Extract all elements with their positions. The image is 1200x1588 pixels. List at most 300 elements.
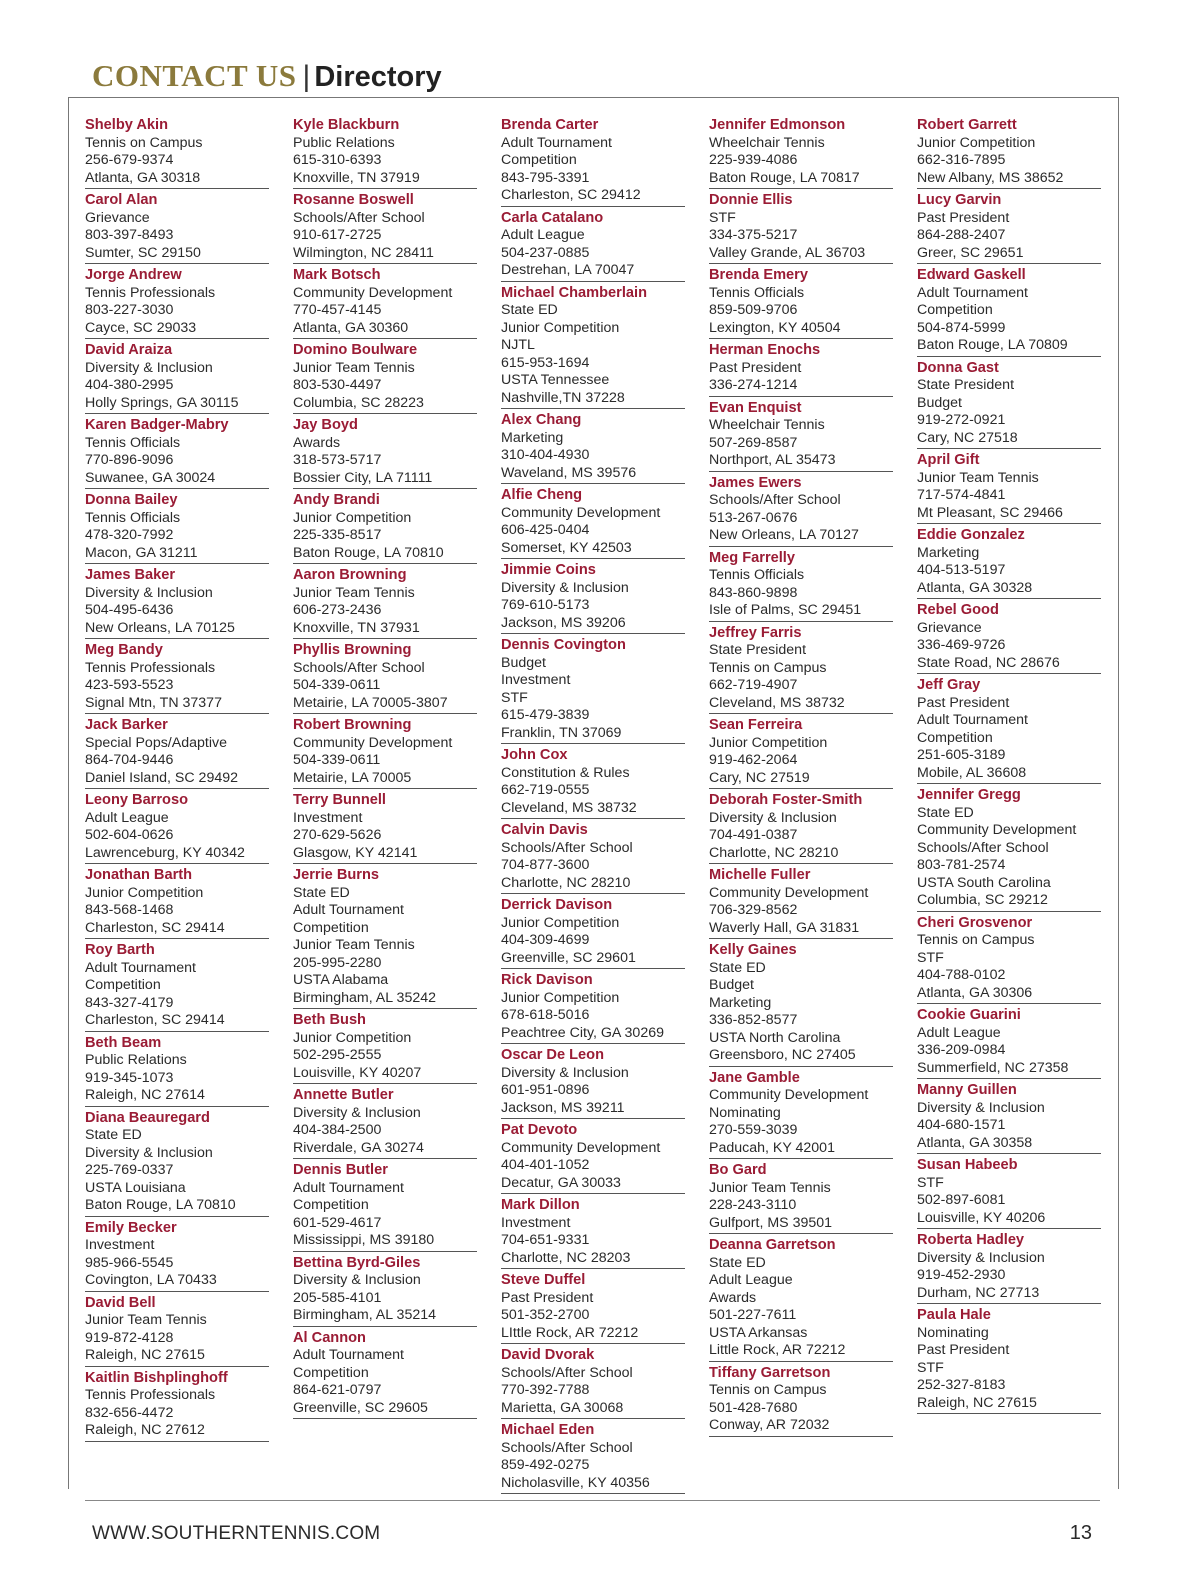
- contact-detail: Competition: [917, 729, 993, 746]
- contact-name: Meg Farrelly: [709, 549, 795, 566]
- contact-name: Meg Bandy: [85, 642, 163, 658]
- contact-detail: 404-788-0102: [917, 967, 1006, 983]
- contact-detail: State ED: [293, 884, 350, 901]
- contact-name: Michelle Fuller: [709, 867, 811, 883]
- contact-detail: 228-243-3110: [709, 1197, 797, 1213]
- contact-detail: Adult Tournament: [293, 1347, 404, 1363]
- contact-detail: Cary, NC 27519: [709, 769, 810, 786]
- directory-entry: [85, 642, 269, 714]
- contact-name: David Araiza: [85, 342, 173, 358]
- contact-detail: Tennis Officials: [709, 567, 805, 583]
- directory-entry: [709, 342, 893, 397]
- contact-detail: Columbia, SC 29212: [917, 892, 1048, 908]
- contact-detail: Greenville, SC 29605: [293, 1399, 428, 1416]
- contact-detail: Tennis Professionals: [85, 284, 216, 301]
- contact-detail: Destrehan, LA 70047: [501, 262, 635, 278]
- contact-detail: State ED: [501, 302, 558, 318]
- directory-entry: [917, 360, 1101, 450]
- contact-detail: Schools/After School: [501, 1439, 633, 1456]
- contact-detail: Isle of Palms, SC 29451: [709, 602, 862, 618]
- contact-detail: Sumter, SC 29150: [85, 244, 201, 261]
- contact-detail: Schools/After School: [709, 492, 841, 508]
- directory-entry: [917, 1082, 1101, 1154]
- contact-detail: 310-404-4930: [501, 447, 590, 463]
- contact-detail: Tennis on Campus: [709, 1382, 827, 1398]
- directory-entry: [917, 915, 1101, 1005]
- contact-detail: 336-274-1214: [709, 377, 798, 393]
- contact-detail: Metairie, LA 70005-3807: [293, 694, 448, 711]
- contact-detail: 501-352-2700: [501, 1307, 590, 1323]
- contact-detail: Tennis on Campus: [709, 659, 827, 676]
- contact-detail: Competition: [293, 1364, 369, 1381]
- contact-detail: 985-966-5545: [85, 1254, 174, 1271]
- contact-detail: Junior Competition: [709, 734, 828, 751]
- contact-name: Kelly Gaines: [709, 942, 797, 958]
- contact-name: Jack Barker: [85, 717, 168, 733]
- contact-name: Rick Davison: [501, 972, 593, 988]
- contact-detail: Budget: [501, 654, 546, 671]
- contact-detail: Waverly Hall, GA 31831: [709, 919, 860, 936]
- contact-detail: 678-618-5016: [501, 1007, 590, 1023]
- contact-detail: 252-327-8183: [917, 1377, 1006, 1393]
- directory-entry: [85, 567, 269, 639]
- contact-name: Aaron Browning: [293, 567, 407, 583]
- contact-name: Karen Badger-Mabry: [85, 417, 229, 433]
- contact-name: Herman Enochs: [709, 342, 821, 358]
- contact-name: Bettina Byrd-Giles: [293, 1254, 421, 1271]
- contact-detail: 615-479-3839: [501, 707, 590, 723]
- contact-detail: 334-375-5217: [709, 227, 798, 243]
- contact-detail: Community Development: [293, 284, 453, 301]
- contact-name: Paula Hale: [917, 1307, 991, 1323]
- contact-detail: Junior Team Tennis: [293, 359, 415, 376]
- contact-detail: Public Relations: [85, 1052, 187, 1068]
- contact-detail: Columbia, SC 28223: [293, 394, 424, 411]
- contact-detail: 601-529-4617: [293, 1214, 382, 1231]
- contact-detail: 504-339-0611: [293, 752, 381, 768]
- directory-entry: [85, 1220, 269, 1292]
- directory-entry: [293, 1255, 477, 1327]
- directory-entry: [709, 400, 893, 472]
- contact-name: Edward Gaskell: [917, 267, 1026, 283]
- contact-detail: USTA Tennessee: [501, 372, 610, 388]
- contact-name: Sean Ferreira: [709, 717, 803, 733]
- contact-name: Andy Brandi: [293, 492, 380, 508]
- contact-detail: Community Development: [293, 734, 453, 751]
- contact-detail: 502-295-2555: [293, 1047, 382, 1063]
- contact-name: Alfie Cheng: [501, 487, 583, 503]
- contact-name: Jimmie Coins: [501, 562, 596, 578]
- directory-entry: [917, 192, 1101, 264]
- contact-detail: 225-335-8517: [293, 527, 382, 543]
- contact-detail: Atlanta, GA 30306: [917, 984, 1033, 1001]
- contact-name: Diana Beauregard: [85, 1109, 210, 1126]
- footer-rule: [85, 1500, 1100, 1501]
- contact-detail: Adult League: [85, 809, 169, 826]
- directory-entry: [917, 1157, 1101, 1229]
- contact-detail: Junior Competition: [501, 319, 620, 336]
- contact-detail: Adult Tournament: [293, 1179, 404, 1196]
- directory-entry: [709, 942, 893, 1067]
- directory-entry: [85, 867, 269, 939]
- contact-detail: Junior Team Tennis: [917, 469, 1039, 486]
- contact-detail: Community Development: [917, 822, 1077, 838]
- contact-detail: 910-617-2725: [293, 227, 382, 243]
- contact-detail: Budget: [917, 394, 962, 411]
- contact-detail: 205-995-2280: [293, 954, 382, 971]
- contact-name: Steve Duffel: [501, 1272, 586, 1288]
- directory-entry: [501, 822, 685, 894]
- directory-entry: [501, 897, 685, 969]
- contact-detail: Junior Competition: [501, 914, 620, 931]
- contact-detail: 919-462-2064: [709, 752, 798, 768]
- contact-name: Brenda Carter: [501, 117, 599, 133]
- contact-detail: State President: [917, 377, 1015, 393]
- contact-detail: Competition: [501, 152, 577, 168]
- directory-column-3: [501, 117, 685, 1497]
- contact-name: Mark Botsch: [293, 267, 381, 283]
- contact-detail: Junior Team Tennis: [293, 584, 415, 601]
- contact-detail: Competition: [85, 977, 161, 993]
- contact-detail: 336-469-9726: [917, 637, 1006, 653]
- contact-name: Kaitlin Bishplinghoff: [85, 1369, 228, 1386]
- directory-entry: [293, 567, 477, 639]
- contact-detail: 404-680-1571: [917, 1117, 1006, 1133]
- contact-name: April Gift: [917, 452, 980, 468]
- contact-detail: Cleveland, MS 38732: [501, 799, 637, 816]
- contact-detail: Daniel Island, SC 29492: [85, 769, 239, 786]
- contact-detail: 859-492-0275: [501, 1457, 590, 1473]
- contact-detail: Adult League: [501, 227, 585, 243]
- contact-detail: 843-327-4179: [85, 994, 174, 1011]
- contact-detail: Charlotte, NC 28210: [709, 844, 839, 861]
- contact-detail: Birmingham, AL 35242: [293, 989, 437, 1006]
- contact-detail: Raleigh, NC 27614: [85, 1087, 205, 1103]
- contact-detail: 770-392-7788: [501, 1382, 590, 1398]
- contact-name: Rosanne Boswell: [293, 192, 414, 208]
- contact-detail: Louisville, KY 40207: [293, 1064, 422, 1081]
- directory-entry: [293, 417, 477, 489]
- contact-detail: 225-939-4086: [709, 152, 798, 168]
- contact-detail: State ED: [709, 1254, 766, 1271]
- contact-detail: Nashville,TN 37228: [501, 389, 625, 406]
- contact-detail: Franklin, TN 37069: [501, 724, 622, 741]
- contact-detail: 502-897-6081: [917, 1192, 1006, 1208]
- contact-detail: 706-329-8562: [709, 902, 798, 918]
- contact-detail: STF: [501, 689, 528, 706]
- directory-entry: [709, 867, 893, 939]
- directory-entry: [293, 642, 477, 714]
- contact-detail: Atlanta, GA 30318: [85, 169, 201, 186]
- contact-detail: Diversity & Inclusion: [917, 1099, 1045, 1116]
- contact-detail: Junior Competition: [501, 989, 620, 1006]
- directory-entry: [85, 492, 269, 564]
- contact-detail: Raleigh, NC 27612: [85, 1422, 205, 1438]
- contact-detail: Awards: [293, 434, 341, 451]
- contact-detail: 606-273-2436: [293, 602, 382, 618]
- contact-detail: 919-452-2930: [917, 1267, 1006, 1283]
- contact-detail: Adult Tournament: [917, 712, 1028, 728]
- contact-detail: Gulfport, MS 39501: [709, 1214, 833, 1231]
- contact-detail: Suwanee, GA 30024: [85, 469, 216, 486]
- contact-name: Evan Enquist: [709, 399, 802, 416]
- contact-name: David Dvorak: [501, 1347, 595, 1363]
- contact-detail: Durham, NC 27713: [917, 1284, 1040, 1301]
- contact-detail: Community Development: [501, 504, 661, 521]
- directory-entry: [917, 1232, 1101, 1304]
- directory-column-1: [85, 117, 269, 1445]
- section-title: CONTACT US: [92, 58, 297, 93]
- contact-detail: Competition: [917, 302, 993, 318]
- contact-name: Jerrie Burns: [293, 867, 379, 883]
- contact-detail: USTA South Carolina: [917, 874, 1051, 891]
- contact-detail: Tennis Professionals: [85, 1387, 216, 1403]
- contact-detail: 504-237-0885: [501, 244, 590, 261]
- contact-name: Jorge Andrew: [85, 267, 182, 283]
- contact-detail: Wilmington, NC 28411: [293, 244, 434, 261]
- contact-detail: Adult Tournament: [917, 284, 1028, 301]
- contact-detail: Mobile, AL 36608: [917, 764, 1027, 781]
- contact-detail: Investment: [501, 672, 571, 688]
- contact-detail: Past President: [917, 1342, 1010, 1358]
- contact-detail: 504-495-6436: [85, 602, 174, 618]
- directory-entry: [293, 267, 477, 339]
- contact-detail: Mississippi, MS 39180: [293, 1232, 435, 1248]
- contact-detail: STF: [709, 209, 736, 226]
- directory-entry: [709, 475, 893, 547]
- directory-entry: [501, 1047, 685, 1119]
- contact-detail: 478-320-7992: [85, 527, 174, 543]
- contact-detail: Signal Mtn, TN 37377: [85, 694, 222, 711]
- contact-detail: Constitution & Rules: [501, 764, 630, 781]
- contact-name: Cookie Guarini: [917, 1007, 1021, 1023]
- contact-name: Domino Boulware: [293, 342, 418, 358]
- contact-detail: Riverdale, GA 30274: [293, 1139, 424, 1156]
- contact-detail: Marketing: [501, 429, 564, 446]
- contact-name: Donna Bailey: [85, 492, 178, 508]
- contact-detail: Community Development: [709, 884, 869, 901]
- contact-detail: 504-874-5999: [917, 319, 1006, 336]
- contact-name: David Bell: [85, 1294, 156, 1311]
- contact-detail: Baton Rouge, LA 70817: [709, 169, 860, 186]
- contact-detail: State ED: [709, 959, 766, 976]
- contact-detail: Cleveland, MS 38732: [709, 694, 845, 711]
- contact-detail: Adult Tournament: [85, 959, 196, 976]
- contact-detail: 513-267-0676: [709, 509, 798, 526]
- contact-name: Robert Browning: [293, 717, 412, 733]
- contact-detail: 864-288-2407: [917, 227, 1006, 243]
- directory-entry: [293, 1162, 477, 1252]
- directory-entry: [501, 1347, 685, 1419]
- directory-entry: [917, 1307, 1101, 1414]
- contact-detail: Mt Pleasant, SC 29466: [917, 504, 1063, 521]
- contact-detail: 423-593-5523: [85, 677, 174, 693]
- contact-detail: Tennis Officials: [709, 284, 805, 301]
- contact-detail: Tennis Professionals: [85, 659, 216, 676]
- directory-entry: [917, 677, 1101, 784]
- contact-detail: STF: [917, 1359, 944, 1376]
- contact-detail: Macon, GA 31211: [85, 544, 198, 561]
- contact-detail: State President: [709, 642, 807, 658]
- directory-entry: [709, 192, 893, 264]
- contact-detail: Baton Rouge, LA 70809: [917, 337, 1068, 353]
- contact-detail: 704-491-0387: [709, 827, 798, 843]
- directory-entry: [85, 792, 269, 864]
- contact-detail: NJTL: [501, 337, 535, 353]
- directory-entry: [293, 117, 477, 189]
- directory-entry: [709, 625, 893, 715]
- contact-name: Oscar De Leon: [501, 1047, 605, 1063]
- contact-detail: Birmingham, AL 35214: [293, 1307, 437, 1323]
- contact-detail: 864-704-9446: [85, 752, 174, 768]
- contact-detail: Diversity & Inclusion: [917, 1249, 1045, 1266]
- contact-name: Derrick Davison: [501, 897, 613, 913]
- contact-detail: Schools/After School: [917, 839, 1049, 856]
- contact-detail: Grievance: [85, 209, 150, 226]
- directory-entry: [709, 1162, 893, 1234]
- footer-url[interactable]: WWW.SOUTHERNTENNIS.COM: [92, 1523, 381, 1544]
- contact-detail: Marketing: [709, 994, 772, 1011]
- contact-name: Michael Eden: [501, 1422, 595, 1438]
- contact-detail: 404-384-2500: [293, 1122, 382, 1138]
- directory-entry: [917, 452, 1101, 524]
- directory-entry: [709, 117, 893, 189]
- directory-entry: [709, 1365, 893, 1437]
- contact-name: Calvin Davis: [501, 822, 588, 838]
- directory-entry: [293, 1330, 477, 1420]
- contact-detail: 770-457-4145: [293, 302, 382, 318]
- directory-entry: [85, 192, 269, 264]
- directory-entry: [501, 210, 685, 282]
- contact-detail: Diversity & Inclusion: [85, 1144, 213, 1161]
- contact-detail: Junior Competition: [293, 1029, 412, 1046]
- directory-column-4: [709, 117, 893, 1440]
- contact-detail: Diversity & Inclusion: [85, 584, 213, 601]
- contact-detail: 225-769-0337: [85, 1162, 174, 1178]
- contact-detail: Lexington, KY 40504: [709, 319, 841, 336]
- contact-detail: Schools/After School: [501, 839, 633, 856]
- contact-name: Roy Barth: [85, 942, 155, 958]
- contact-detail: 270-629-5626: [293, 827, 382, 843]
- directory-entry: [917, 527, 1101, 599]
- contact-name: James Baker: [85, 567, 176, 583]
- contact-name: Jennifer Edmonson: [709, 117, 846, 133]
- directory-entry: [709, 717, 893, 789]
- contact-detail: 919-345-1073: [85, 1069, 174, 1086]
- contact-detail: USTA Arkansas: [709, 1324, 808, 1341]
- directory-entry: [85, 1295, 269, 1367]
- contact-detail: Adult League: [917, 1024, 1001, 1041]
- contact-detail: LIttle Rock, AR 72212: [501, 1324, 639, 1341]
- directory-entry: [917, 787, 1101, 912]
- contact-detail: 404-513-5197: [917, 562, 1006, 578]
- contact-detail: Charleston, SC 29414: [85, 919, 225, 936]
- contact-detail: 336-209-0984: [917, 1042, 1006, 1058]
- contact-detail: 507-269-8587: [709, 434, 798, 451]
- contact-detail: Community Development: [709, 1087, 869, 1103]
- contact-name: Kyle Blackburn: [293, 117, 400, 133]
- contact-detail: 770-896-9096: [85, 452, 174, 468]
- contact-detail: Investment: [293, 809, 363, 826]
- contact-detail: Louisville, KY 40206: [917, 1209, 1046, 1226]
- header-separator: |: [302, 60, 311, 93]
- contact-detail: Charlotte, NC 28203: [501, 1249, 631, 1266]
- contact-name: Donna Gast: [917, 359, 999, 376]
- contact-detail: Knoxville, TN 37931: [293, 619, 420, 636]
- contact-name: Dennis Covington: [501, 637, 626, 653]
- contact-name: Pat Devoto: [501, 1122, 578, 1138]
- directory-entry: [293, 867, 477, 1009]
- contact-detail: 662-719-0555: [501, 782, 590, 798]
- contact-detail: Bossier City, LA 71111: [293, 469, 433, 486]
- contact-detail: 205-585-4101: [293, 1289, 382, 1306]
- contact-detail: Lawrenceburg, KY 40342: [85, 844, 245, 861]
- contact-detail: Holly Springs, GA 30115: [85, 394, 239, 411]
- directory-entry: [501, 285, 685, 410]
- contact-detail: 843-795-3391: [501, 169, 590, 186]
- contact-detail: 251-605-3189: [917, 747, 1006, 763]
- directory-entry: [709, 1237, 893, 1362]
- contact-detail: 704-877-3600: [501, 857, 590, 873]
- contact-detail: Valley Grande, AL 36703: [709, 244, 866, 261]
- contact-name: Tiffany Garretson: [709, 1364, 831, 1381]
- contact-detail: Raleigh, NC 27615: [917, 1394, 1037, 1411]
- directory-entry: [917, 267, 1101, 357]
- contact-detail: Decatur, GA 30033: [501, 1174, 621, 1191]
- contact-name: Jeff Gray: [917, 677, 981, 693]
- contact-name: Susan Habeeb: [917, 1157, 1018, 1173]
- contact-detail: Nicholasville, KY 40356: [501, 1474, 650, 1491]
- contact-detail: Schools/After School: [501, 1364, 633, 1381]
- directory-entry: [501, 487, 685, 559]
- contact-detail: State Road, NC 28676: [917, 654, 1060, 671]
- directory-entry: [709, 267, 893, 339]
- directory-column-5: [917, 117, 1101, 1417]
- contact-detail: Somerset, KY 42503: [501, 539, 632, 556]
- directory-entry: [293, 342, 477, 414]
- contact-detail: Glasgow, KY 42141: [293, 844, 418, 861]
- contact-detail: Adult League: [709, 1272, 793, 1288]
- directory-entry: [501, 1122, 685, 1194]
- directory-entry: [85, 942, 269, 1032]
- contact-detail: 318-573-5717: [293, 452, 382, 468]
- contact-detail: State ED: [85, 1127, 142, 1143]
- contact-detail: Diversity & Inclusion: [293, 1272, 421, 1288]
- directory-entry: [85, 1110, 269, 1217]
- directory-entry: [501, 1272, 685, 1344]
- contact-detail: Summerfield, NC 27358: [917, 1059, 1069, 1076]
- directory-entry: [709, 792, 893, 864]
- contact-detail: Jackson, MS 39211: [501, 1099, 625, 1116]
- contact-detail: 501-428-7680: [709, 1399, 798, 1416]
- contact-name: Brenda Emery: [709, 267, 808, 283]
- directory-entry: [709, 550, 893, 622]
- contact-detail: 919-872-4128: [85, 1329, 174, 1346]
- directory-entry: [293, 192, 477, 264]
- contact-detail: Waveland, MS 39576: [501, 464, 637, 481]
- contact-detail: 404-401-1052: [501, 1157, 590, 1173]
- contact-detail: 336-852-8577: [709, 1012, 798, 1028]
- contact-detail: Raleigh, NC 27615: [85, 1347, 205, 1363]
- contact-name: Dennis Butler: [293, 1162, 388, 1178]
- directory-entry: [501, 117, 685, 207]
- frame-top-rule: [68, 97, 1119, 98]
- contact-detail: 832-656-4472: [85, 1404, 174, 1421]
- page-header: [92, 58, 442, 94]
- contact-detail: 864-621-0797: [293, 1382, 382, 1398]
- contact-name: James Ewers: [709, 474, 802, 491]
- contact-name: Jay Boyd: [293, 417, 358, 433]
